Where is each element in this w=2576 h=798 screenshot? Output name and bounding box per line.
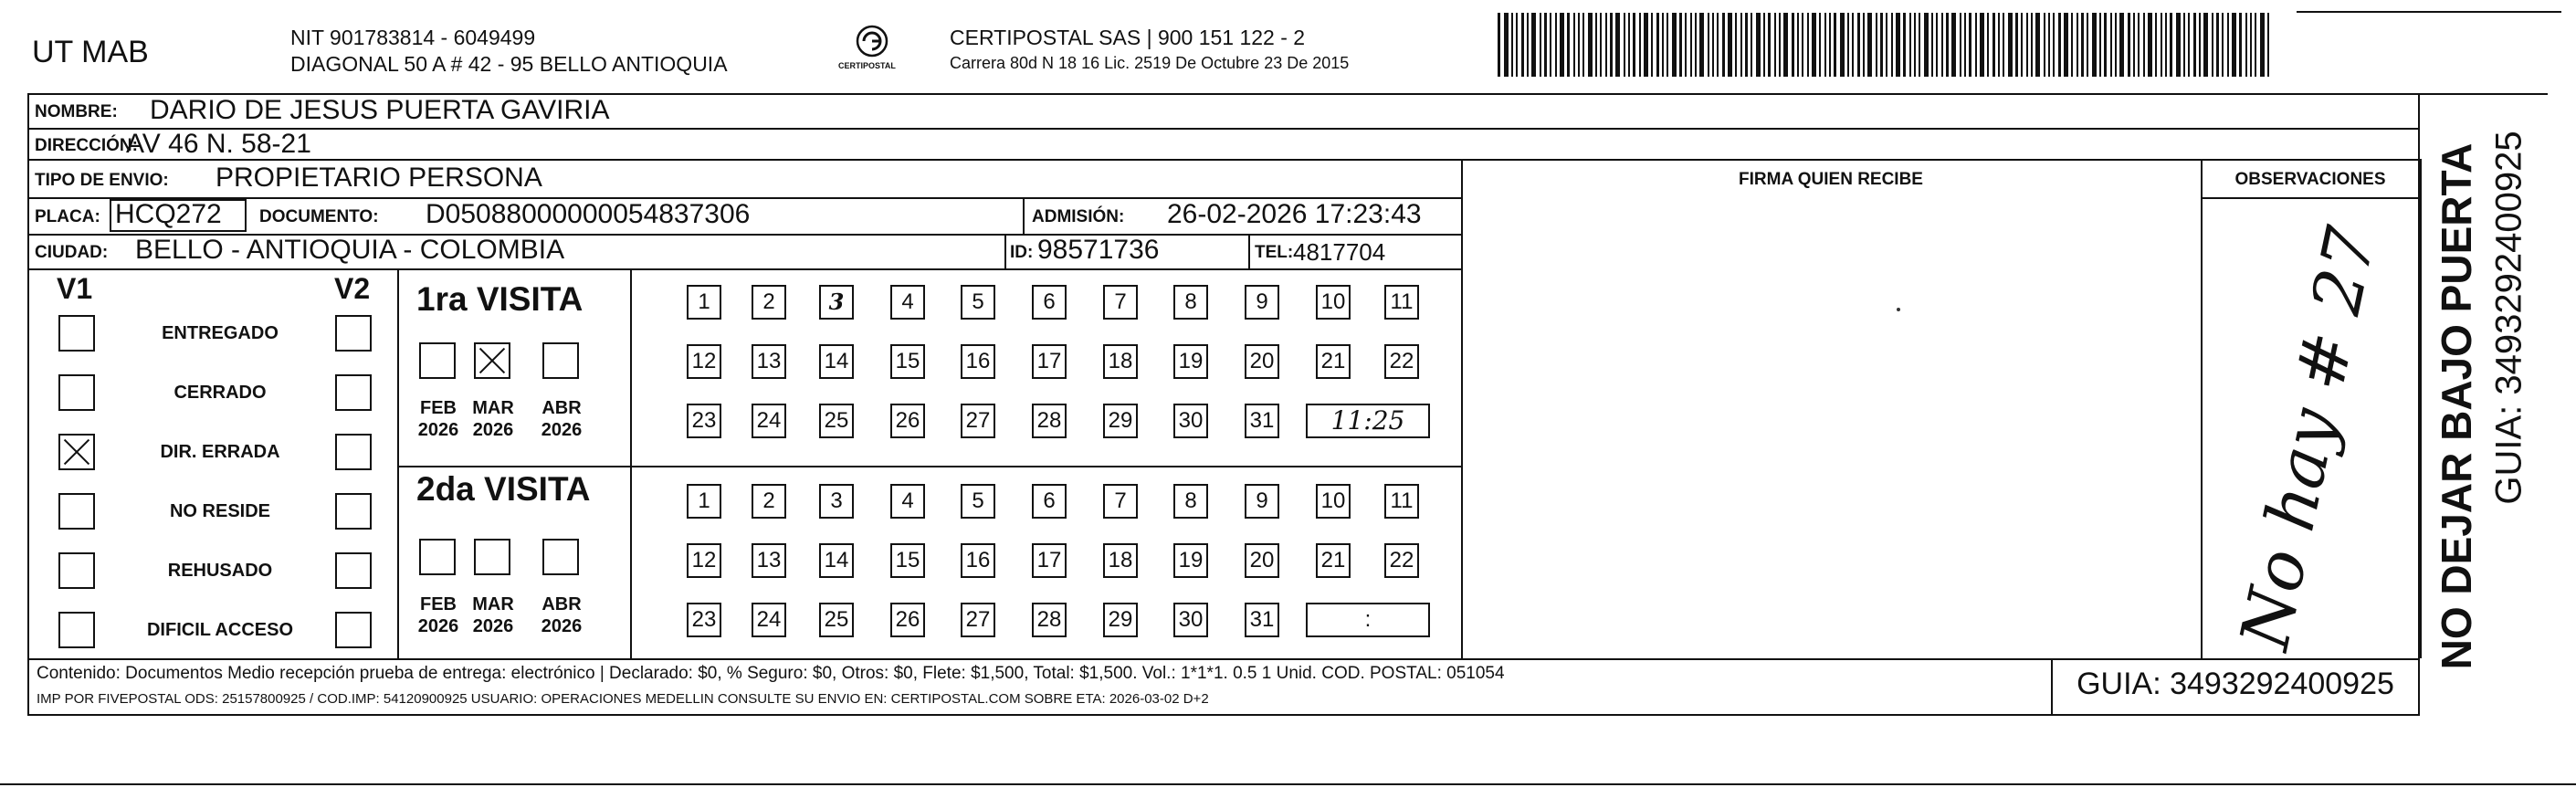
barcode-bar bbox=[1797, 13, 1799, 77]
day-box[interactable]: 31 bbox=[1245, 404, 1279, 438]
barcode-bar bbox=[1605, 13, 1607, 77]
barcode-bar bbox=[1745, 13, 1748, 77]
day-box[interactable]: 7 bbox=[1103, 285, 1138, 320]
barcode-bar bbox=[2003, 13, 2004, 77]
barcode-bar bbox=[1886, 13, 1887, 77]
barcode-bar bbox=[2071, 13, 2073, 77]
sender-name: UT MAB bbox=[32, 35, 149, 69]
day-box[interactable]: 4 bbox=[890, 285, 925, 320]
barcode-bar bbox=[1644, 13, 1648, 77]
month-year: 2026 bbox=[472, 420, 514, 440]
barcode-bar bbox=[1531, 13, 1536, 77]
tel-label: TEL: bbox=[1255, 243, 1294, 262]
barcode-bar bbox=[1998, 13, 2000, 77]
footer-contenido: Contenido: Documentos Medio recepción prueba de entrega: electrónico | Declarado: $0, % Seguro: $0, Otros: $0, Flete: $1,500, Total: $1,500. Vol.: 1*1*1. 0.5 1 Unid. COD. POSTAL: 051054 bbox=[37, 664, 1505, 683]
day-box[interactable]: 19 bbox=[1173, 543, 1208, 578]
barcode-bar bbox=[1751, 13, 1752, 77]
barcode-bar bbox=[1829, 13, 1831, 77]
option-label: ENTREGADO bbox=[162, 323, 279, 343]
day-box[interactable]: 17 bbox=[1032, 543, 1067, 578]
barcode-bar bbox=[2115, 13, 2117, 77]
barcode-bar bbox=[1588, 13, 1593, 77]
barcode-bar bbox=[1728, 13, 1732, 77]
day-box[interactable]: 14 bbox=[819, 344, 854, 379]
barcode-bar bbox=[1919, 13, 1920, 77]
barcode-bar bbox=[1802, 13, 1803, 77]
tel-value: 4817704 bbox=[1293, 238, 1386, 266]
day-box[interactable]: 4 bbox=[890, 484, 925, 519]
barcode-bar bbox=[1624, 13, 1625, 77]
barcode-bar bbox=[1980, 13, 1984, 77]
barcode-bar bbox=[1840, 13, 1845, 77]
placa-value: HCQ272 bbox=[115, 199, 222, 229]
barcode-bar bbox=[1690, 13, 1692, 77]
barcode-bar bbox=[2143, 13, 2145, 77]
barcode-bar bbox=[1672, 13, 1677, 77]
barcode-bar bbox=[1876, 13, 1877, 77]
barcode-bar bbox=[1600, 13, 1602, 77]
barcode-bar bbox=[1969, 13, 1971, 77]
barcode-bar bbox=[1863, 13, 1865, 77]
day-box[interactable]: 9 bbox=[1245, 285, 1279, 320]
signature-dot bbox=[1897, 308, 1900, 311]
v1-checkbox[interactable] bbox=[58, 493, 95, 530]
month-checkbox[interactable] bbox=[474, 342, 510, 379]
day-box[interactable]: 8 bbox=[1173, 484, 1208, 519]
barcode-bar bbox=[1903, 13, 1906, 77]
barcode-bar bbox=[1544, 13, 1547, 77]
barcode-bar bbox=[1504, 13, 1509, 77]
barcode-bar bbox=[2021, 13, 2023, 77]
v1-checkbox[interactable] bbox=[58, 612, 95, 648]
day-box[interactable]: 25 bbox=[819, 404, 854, 438]
v2-checkbox[interactable] bbox=[335, 612, 372, 648]
day-box[interactable]: 27 bbox=[961, 603, 995, 637]
day-box[interactable]: 3 bbox=[819, 285, 854, 320]
v1-checkbox[interactable] bbox=[58, 374, 95, 411]
barcode-bar bbox=[1639, 13, 1641, 77]
barcode-bar bbox=[1628, 13, 1630, 77]
day-box[interactable]: 14 bbox=[819, 543, 854, 578]
day-box[interactable]: 10 bbox=[1316, 484, 1351, 519]
barcode-bar bbox=[2183, 13, 2185, 77]
barcode-bar bbox=[1498, 13, 1500, 77]
barcode-bar bbox=[2193, 13, 2196, 77]
day-box[interactable]: 13 bbox=[752, 543, 786, 578]
day-box[interactable]: 9 bbox=[1245, 484, 1279, 519]
footer-guia: GUIA: 3493292400925 bbox=[2077, 667, 2394, 701]
side-guia: GUIA: 3493292400925 bbox=[2488, 131, 2529, 505]
barcode-bar bbox=[2148, 13, 2152, 77]
day-box[interactable]: 24 bbox=[752, 404, 786, 438]
v2-checkbox[interactable] bbox=[335, 374, 372, 411]
v2-checkbox[interactable] bbox=[335, 315, 372, 352]
day-box[interactable]: 26 bbox=[890, 404, 925, 438]
barcode-bar bbox=[1992, 13, 1995, 77]
day-box[interactable]: 15 bbox=[890, 344, 925, 379]
barcode-bar bbox=[1812, 13, 1816, 77]
day-box[interactable]: 21 bbox=[1316, 344, 1351, 379]
v2-checkbox[interactable] bbox=[335, 434, 372, 470]
barcode-bar bbox=[1610, 13, 1613, 77]
barcode-bar bbox=[1941, 13, 1943, 77]
nombre-value: DARIO DE JESUS PUERTA GAVIRIA bbox=[150, 95, 610, 125]
barcode-bar bbox=[1857, 13, 1860, 77]
day-box[interactable]: 2 bbox=[752, 285, 786, 320]
barcode-bar bbox=[1540, 13, 1541, 77]
barcode-bar bbox=[1931, 13, 1933, 77]
barcode-bar bbox=[2092, 13, 2097, 77]
day-box[interactable]: 12 bbox=[687, 344, 721, 379]
day-box[interactable]: 29 bbox=[1103, 603, 1138, 637]
barcode-bar bbox=[1699, 13, 1704, 77]
barcode-bar bbox=[2044, 13, 2045, 77]
barcode-bar bbox=[2119, 13, 2124, 77]
firma-header: FIRMA QUIEN RECIBE bbox=[1739, 170, 1923, 189]
admision-label: ADMISIÓN: bbox=[1032, 207, 1125, 226]
barcode-bar bbox=[2232, 13, 2236, 77]
option-label: CERRADO bbox=[173, 383, 267, 403]
day-box[interactable]: 22 bbox=[1384, 344, 1419, 379]
barcode-bar bbox=[2035, 13, 2040, 77]
day-box[interactable]: 21 bbox=[1316, 543, 1351, 578]
option-label: REHUSADO bbox=[167, 561, 273, 581]
logo-text: CERTIPOSTAL bbox=[838, 61, 896, 70]
barcode-bar bbox=[2199, 13, 2201, 77]
day-box[interactable]: 2 bbox=[752, 484, 786, 519]
barcode-bar bbox=[1595, 13, 1597, 77]
barcode-bar bbox=[1521, 13, 1524, 77]
day-box[interactable]: 24 bbox=[752, 603, 786, 637]
day-box[interactable]: 3 bbox=[819, 484, 854, 519]
day-box[interactable]: 27 bbox=[961, 404, 995, 438]
barcode-bar bbox=[1712, 13, 1714, 77]
day-box[interactable]: 26 bbox=[890, 603, 925, 637]
day-box[interactable]: 22 bbox=[1384, 543, 1419, 578]
month-checkbox[interactable] bbox=[419, 342, 456, 379]
id-value: 98571736 bbox=[1037, 235, 1160, 265]
barcode-bar bbox=[1909, 13, 1911, 77]
month-year: 2026 bbox=[417, 616, 459, 636]
month-name: MAR bbox=[472, 398, 514, 418]
barcode-bar bbox=[2245, 13, 2247, 77]
barcode-bar bbox=[1783, 13, 1788, 77]
month-checkbox[interactable] bbox=[542, 539, 579, 575]
barcode-bar bbox=[2053, 13, 2055, 77]
day-box[interactable]: 8 bbox=[1173, 285, 1208, 320]
day-box[interactable]: 1 bbox=[687, 285, 721, 320]
v1-checkbox[interactable] bbox=[58, 552, 95, 589]
barcode-bar bbox=[1667, 13, 1668, 77]
barcode-bar bbox=[1511, 13, 1513, 77]
barcode-bar bbox=[2255, 13, 2256, 77]
barcode-bar bbox=[1867, 13, 1872, 77]
month-name: ABR bbox=[541, 398, 582, 418]
day-box[interactable]: 6 bbox=[1032, 484, 1067, 519]
barcode-bar bbox=[1516, 13, 1518, 77]
day-box[interactable]: 6 bbox=[1032, 285, 1067, 320]
barcode-bar bbox=[2250, 13, 2252, 77]
barcode-bar bbox=[2161, 13, 2162, 77]
barcode-bar bbox=[1924, 13, 1929, 77]
barcode-bar bbox=[1779, 13, 1781, 77]
day-box[interactable]: 28 bbox=[1032, 603, 1067, 637]
barcode-bar bbox=[1527, 13, 1529, 77]
day-box[interactable]: 20 bbox=[1245, 344, 1279, 379]
sender-nit: NIT 901783814 - 6049499 bbox=[290, 26, 536, 49]
barcode-bar bbox=[1774, 13, 1776, 77]
barcode-bar bbox=[1735, 13, 1737, 77]
barcode-bar bbox=[1582, 13, 1584, 77]
barcode-bar bbox=[1763, 13, 1765, 77]
documento-label: DOCUMENTO: bbox=[259, 207, 379, 226]
barcode-bar bbox=[1651, 13, 1653, 77]
barcode-bar bbox=[2026, 13, 2028, 77]
barcode-bar bbox=[1946, 13, 1949, 77]
nombre-label: NOMBRE: bbox=[35, 102, 118, 121]
barcode-bar bbox=[1891, 13, 1893, 77]
barcode-bar bbox=[1560, 13, 1564, 77]
month-name: FEB bbox=[420, 594, 457, 614]
barcode-bar bbox=[1722, 13, 1725, 77]
barcode-bar bbox=[2212, 13, 2213, 77]
day-box[interactable]: 13 bbox=[752, 344, 786, 379]
barcode-bar bbox=[1685, 13, 1687, 77]
observaciones-header: OBSERVACIONES bbox=[2234, 170, 2386, 189]
day-box[interactable]: 28 bbox=[1032, 404, 1067, 438]
barcode-bar bbox=[1740, 13, 1742, 77]
month-year: 2026 bbox=[541, 420, 583, 440]
day-box[interactable]: 11 bbox=[1384, 285, 1419, 320]
barcode-bar bbox=[2165, 13, 2167, 77]
barcode-bar bbox=[1880, 13, 1883, 77]
barcode-bar bbox=[1852, 13, 1854, 77]
month-name: MAR bbox=[472, 594, 514, 614]
month-checkbox[interactable] bbox=[542, 342, 579, 379]
barcode-bar bbox=[2081, 13, 2084, 77]
barcode-bar bbox=[2128, 13, 2130, 77]
barcode-bar bbox=[1708, 13, 1709, 77]
barcode bbox=[1498, 13, 2274, 77]
barcode-bar bbox=[2015, 13, 2018, 77]
barcode-bar bbox=[2048, 13, 2050, 77]
barcode-bar bbox=[2077, 13, 2078, 77]
direccion-value: AV 46 N. 58-21 bbox=[126, 129, 311, 159]
barcode-bar bbox=[1662, 13, 1664, 77]
day-box[interactable]: 15 bbox=[890, 543, 925, 578]
barcode-bar bbox=[1615, 13, 1620, 77]
barcode-bar bbox=[1807, 13, 1809, 77]
day-box[interactable]: 5 bbox=[961, 285, 995, 320]
barcode-bar bbox=[1824, 13, 1826, 77]
month-checkbox[interactable] bbox=[474, 539, 510, 575]
barcode-bar bbox=[1936, 13, 1938, 77]
day-box[interactable]: 10 bbox=[1316, 285, 1351, 320]
barcode-bar bbox=[2222, 13, 2224, 77]
day-box[interactable]: 16 bbox=[961, 344, 995, 379]
day-box[interactable]: 19 bbox=[1173, 344, 1208, 379]
day-box[interactable]: 18 bbox=[1103, 543, 1138, 578]
month-name: ABR bbox=[541, 594, 582, 614]
second-visit-title: 2da VISITA bbox=[416, 470, 591, 508]
day-box[interactable]: 18 bbox=[1103, 344, 1138, 379]
barcode-bar bbox=[1756, 13, 1761, 77]
day-box[interactable]: 29 bbox=[1103, 404, 1138, 438]
barcode-bar bbox=[2155, 13, 2157, 77]
company-address: Carrera 80d N 18 16 Lic. 2519 De Octubre 23 De 2015 bbox=[950, 54, 1350, 72]
day-box[interactable]: 12 bbox=[687, 543, 721, 578]
barcode-bar bbox=[1768, 13, 1771, 77]
barcode-bar bbox=[2170, 13, 2172, 77]
barcode-bar bbox=[1633, 13, 1635, 77]
placa-label: PLACA: bbox=[35, 207, 100, 226]
month-name: FEB bbox=[420, 398, 457, 418]
admision-value: 26-02-2026 17:23:43 bbox=[1167, 199, 1422, 229]
day-box[interactable]: 23 bbox=[687, 603, 721, 637]
barcode-bar bbox=[1550, 13, 1551, 77]
ciudad-label: CIUDAD: bbox=[35, 243, 109, 262]
day-box[interactable]: 11 bbox=[1384, 484, 1419, 519]
side-warning: NO DEJAR BAJO PUERTA bbox=[2433, 142, 2480, 670]
month-checkbox[interactable] bbox=[419, 539, 456, 575]
day-box[interactable]: 30 bbox=[1173, 603, 1208, 637]
month-year: 2026 bbox=[541, 616, 583, 636]
barcode-bar bbox=[2138, 13, 2140, 77]
barcode-bar bbox=[2087, 13, 2088, 77]
v2-checkbox[interactable] bbox=[335, 493, 372, 530]
day-box[interactable]: 5 bbox=[961, 484, 995, 519]
barcode-bar bbox=[1960, 13, 1961, 77]
v1-checkbox[interactable] bbox=[58, 434, 95, 470]
barcode-bar bbox=[2099, 13, 2101, 77]
barcode-bar bbox=[2064, 13, 2068, 77]
barcode-bar bbox=[2203, 13, 2208, 77]
barcode-bar bbox=[2008, 13, 2013, 77]
time-box[interactable]: 11:25 bbox=[1306, 404, 1430, 438]
barcode-bar bbox=[1834, 13, 1836, 77]
barcode-bar bbox=[1896, 13, 1900, 77]
barcode-bar bbox=[2058, 13, 2061, 77]
month-year: 2026 bbox=[417, 420, 459, 440]
barcode-bar bbox=[1567, 13, 1570, 77]
option-label: DIR. ERRADA bbox=[160, 442, 280, 462]
barcode-bar bbox=[1914, 13, 1916, 77]
observation-note: No hay # 27 bbox=[2225, 220, 2392, 656]
barcode-bar bbox=[1578, 13, 1580, 77]
barcode-bar bbox=[2188, 13, 2190, 77]
barcode-bar bbox=[1656, 13, 1659, 77]
barcode-bar bbox=[1847, 13, 1849, 77]
day-box[interactable]: 16 bbox=[961, 543, 995, 578]
barcode-bar bbox=[1717, 13, 1719, 77]
option-label: NO RESIDE bbox=[169, 501, 271, 521]
barcode-bar bbox=[1695, 13, 1697, 77]
barcode-bar bbox=[2031, 13, 2033, 77]
top-rule bbox=[2297, 11, 2561, 13]
barcode-bar bbox=[1987, 13, 1989, 77]
documento-value: D05088000000054837306 bbox=[426, 199, 751, 229]
sender-address: DIAGONAL 50 A # 42 - 95 BELLO ANTIOQUIA bbox=[290, 52, 728, 76]
barcode-bar bbox=[2133, 13, 2135, 77]
barcode-bar bbox=[1951, 13, 1956, 77]
certipostal-logo bbox=[831, 23, 913, 76]
barcode-bar bbox=[1679, 13, 1682, 77]
bottom-rule bbox=[0, 783, 2576, 785]
tipo-envio-label: TIPO DE ENVIO: bbox=[35, 171, 169, 190]
day-box[interactable]: 31 bbox=[1245, 603, 1279, 637]
day-box[interactable]: 7 bbox=[1103, 484, 1138, 519]
barcode-bar bbox=[2110, 13, 2112, 77]
day-box[interactable]: 20 bbox=[1245, 543, 1279, 578]
barcode-bar bbox=[2260, 13, 2265, 77]
direccion-label: DIRECCIÓN: bbox=[35, 136, 138, 155]
barcode-bar bbox=[2176, 13, 2181, 77]
day-box[interactable]: 17 bbox=[1032, 344, 1067, 379]
tipo-envio-value: PROPIETARIO PERSONA bbox=[216, 163, 542, 193]
id-label: ID: bbox=[1010, 243, 1034, 262]
barcode-bar bbox=[1792, 13, 1794, 77]
v2-checkbox[interactable] bbox=[335, 552, 372, 589]
ciudad-value: BELLO - ANTIOQUIA - COLOMBIA bbox=[135, 235, 565, 265]
day-box[interactable]: 1 bbox=[687, 484, 721, 519]
v1-header: V1 bbox=[57, 272, 93, 305]
barcode-bar bbox=[1964, 13, 1966, 77]
month-year: 2026 bbox=[472, 616, 514, 636]
barcode-bar bbox=[2104, 13, 2107, 77]
barcode-bar bbox=[1555, 13, 1557, 77]
footer-imp: IMP POR FIVEPOSTAL ODS: 25157800925 / COD.IMP: 54120900925 USUARIO: OPERACIONES MEDELLIN CONSULTE SU ENVIO EN: CERTIPOSTAL.COM SOBRE ETA: 2026-03-02 D+2 bbox=[37, 691, 1209, 707]
day-box[interactable]: 23 bbox=[687, 404, 721, 438]
barcode-bar bbox=[2216, 13, 2219, 77]
barcode-bar bbox=[2227, 13, 2229, 77]
time-box[interactable]: : bbox=[1306, 603, 1430, 637]
company-name: CERTIPOSTAL SAS | 900 151 122 - 2 bbox=[950, 26, 1306, 49]
day-box[interactable]: 30 bbox=[1173, 404, 1208, 438]
barcode-bar bbox=[1819, 13, 1821, 77]
barcode-bar bbox=[1975, 13, 1977, 77]
barcode-bar bbox=[1573, 13, 1575, 77]
option-label: DIFICIL ACCESO bbox=[146, 620, 293, 640]
barcode-bar bbox=[2267, 13, 2269, 77]
barcode-bar bbox=[2239, 13, 2242, 77]
first-visit-title: 1ra VISITA bbox=[416, 280, 584, 318]
v1-checkbox[interactable] bbox=[58, 315, 95, 352]
v2-header: V2 bbox=[334, 272, 371, 305]
day-box[interactable]: 25 bbox=[819, 603, 854, 637]
